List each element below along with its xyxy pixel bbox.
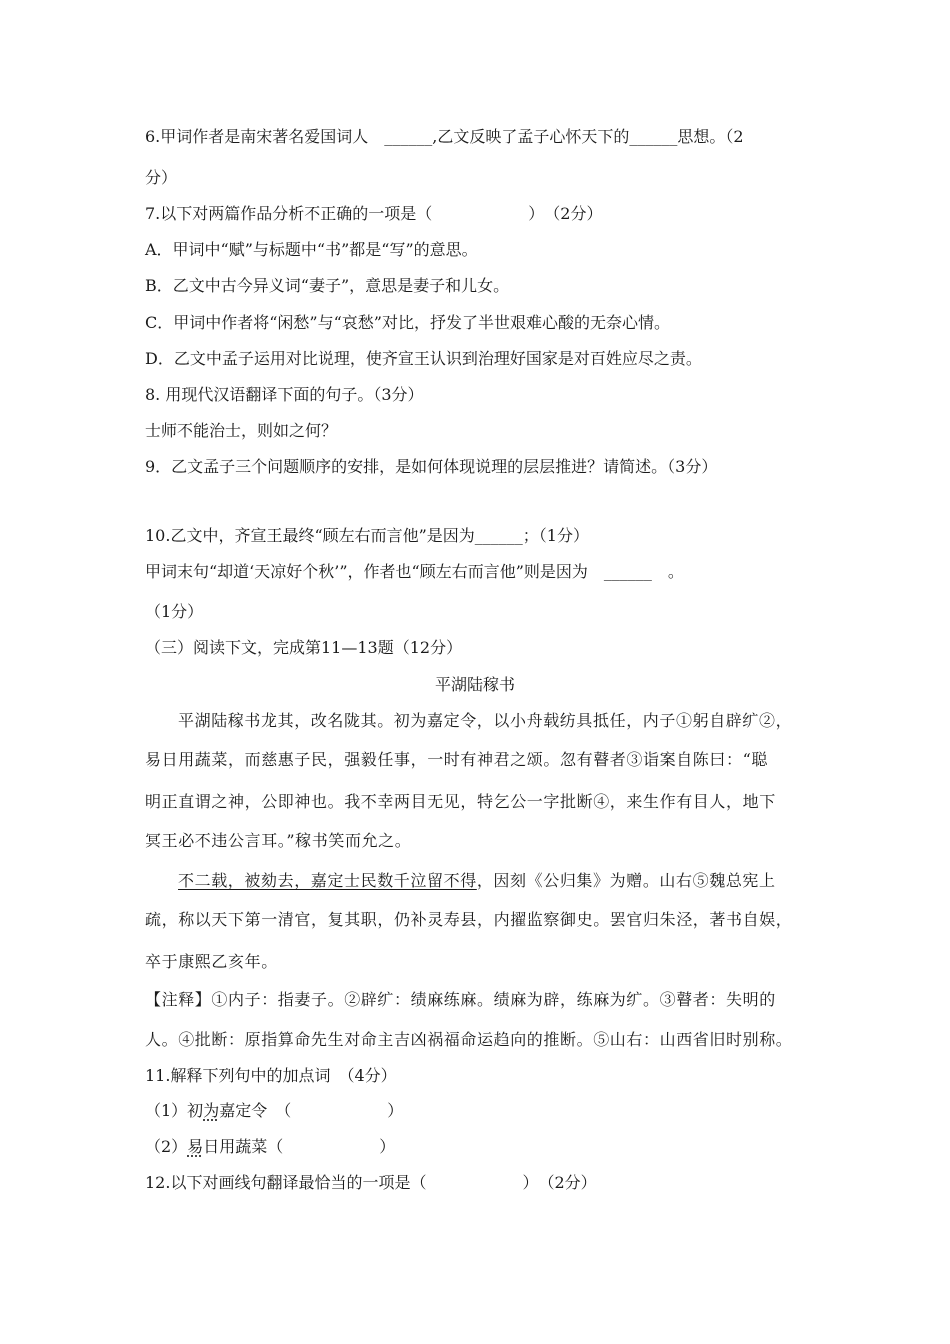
passage-title: 平湖陆稼书 — [434, 675, 515, 694]
question-7-option-d: D．乙文中孟子运用对比说理，使齐宣王认识到治理好国家是对百姓应尽之责。 — [145, 349, 702, 368]
passage-paragraph-1-line-3: 明正直谓之神，公即神也。我不幸两目无见，特乞公一字批断④，来生作有目人，地下 — [145, 792, 776, 811]
item-2-suffix: 日用蔬菜（ ） — [203, 1137, 396, 1156]
underlined-sentence: 不二载，被劾去，嘉定士民数千泣留不得 — [178, 871, 477, 890]
question-7-option-b: B．乙文中古今异义词“妻子”，意思是妻子和儿女。 — [145, 276, 510, 295]
passage-paragraph-1-line-2: 易日用蔬菜，而慈惠子民，强毅任事，一时有神君之颂。忽有瞽者③诣案自陈曰：“聪 — [145, 750, 768, 769]
question-10: 10.乙文中，齐宣王最终“顾左右而言他”是因为______；（1分） — [145, 526, 589, 545]
passage-paragraph-2-line-1 — [178, 871, 838, 891]
passage-paragraph-1-line-4: 冥王必不违公言耳。”稼书笑而允之。 — [145, 831, 412, 850]
passage-paragraph-1-line-1: 平湖陆稼书龙其，改名陇其。初为嘉定令，以小舟载纺具抵任，内子①躬自辟纩②， — [178, 711, 793, 730]
question-8: 8. 用现代汉语翻译下面的句子。（3分） — [145, 385, 424, 404]
question-8-sentence: 士师不能治士，则如之何？ — [145, 421, 338, 440]
question-10-part-2-score: （1分） — [145, 602, 204, 621]
passage-paragraph-2-line-2: 疏，称以天下第一清官，复其职，仍补灵寿县，内擢监察御史。罢官归朱泾，著书自娱， — [145, 910, 793, 929]
passage-paragraph-2-line-3: 卒于康熙乙亥年。 — [145, 952, 278, 971]
question-6-continuation: 分） — [145, 168, 178, 187]
question-11-item-1 — [145, 1101, 838, 1121]
annotation-line-1: 【注释】①内子：指妻子。②辟纩：绩麻练麻。绩麻为辟，练麻为纩。③瞽者：失明的 — [145, 990, 776, 1009]
question-6: 6.甲词作者是南宋著名爱国词人 ______,乙文反映了孟子心怀天下的______思想。（2 — [145, 127, 744, 146]
question-7: 7.以下对两篇作品分析不正确的一项是（ ） （2分） — [145, 204, 603, 223]
question-10-part-2: 甲词末句“却道‘天凉好个秋’”，作者也“顾左右而言他”则是因为 ______ 。 — [145, 562, 684, 581]
section-3-heading: （三）阅读下文，完成第11—13题（12分） — [145, 638, 463, 657]
question-9: 9．乙文孟子三个问题顺序的安排，是如何体现说理的层层推进？请简述。（3分） — [145, 457, 718, 476]
dotted-word-wei: 为 — [203, 1101, 220, 1120]
item-1-prefix: （1）初 — [145, 1101, 204, 1120]
question-12: 12.以下对画线句翻译最恰当的一项是（ ） （2分） — [145, 1173, 597, 1192]
dotted-word-yi: 易 — [187, 1137, 204, 1156]
item-1-suffix: 嘉定令 （ ） — [219, 1101, 404, 1120]
item-2-prefix: （2） — [145, 1137, 188, 1156]
paragraph-2-line-1-rest: ，因刻《公归集》为赠。山右⑤魏总宪上 — [476, 871, 776, 890]
question-7-option-a: A．甲词中“赋”与标题中“书”都是“写”的意思。 — [145, 240, 478, 259]
question-11: 11.解释下列句中的加点词 （4分） — [145, 1066, 397, 1085]
annotation-line-2: 人。④批断：原指算命先生对命主吉凶祸福命运趋向的推断。⑤山右：山西省旧时别称。 — [145, 1030, 793, 1049]
question-11-item-2 — [145, 1137, 838, 1157]
question-7-option-c: C．甲词中作者将“闲愁”与“哀愁”对比，抒发了半世艰难心酸的无奈心情。 — [145, 313, 670, 332]
